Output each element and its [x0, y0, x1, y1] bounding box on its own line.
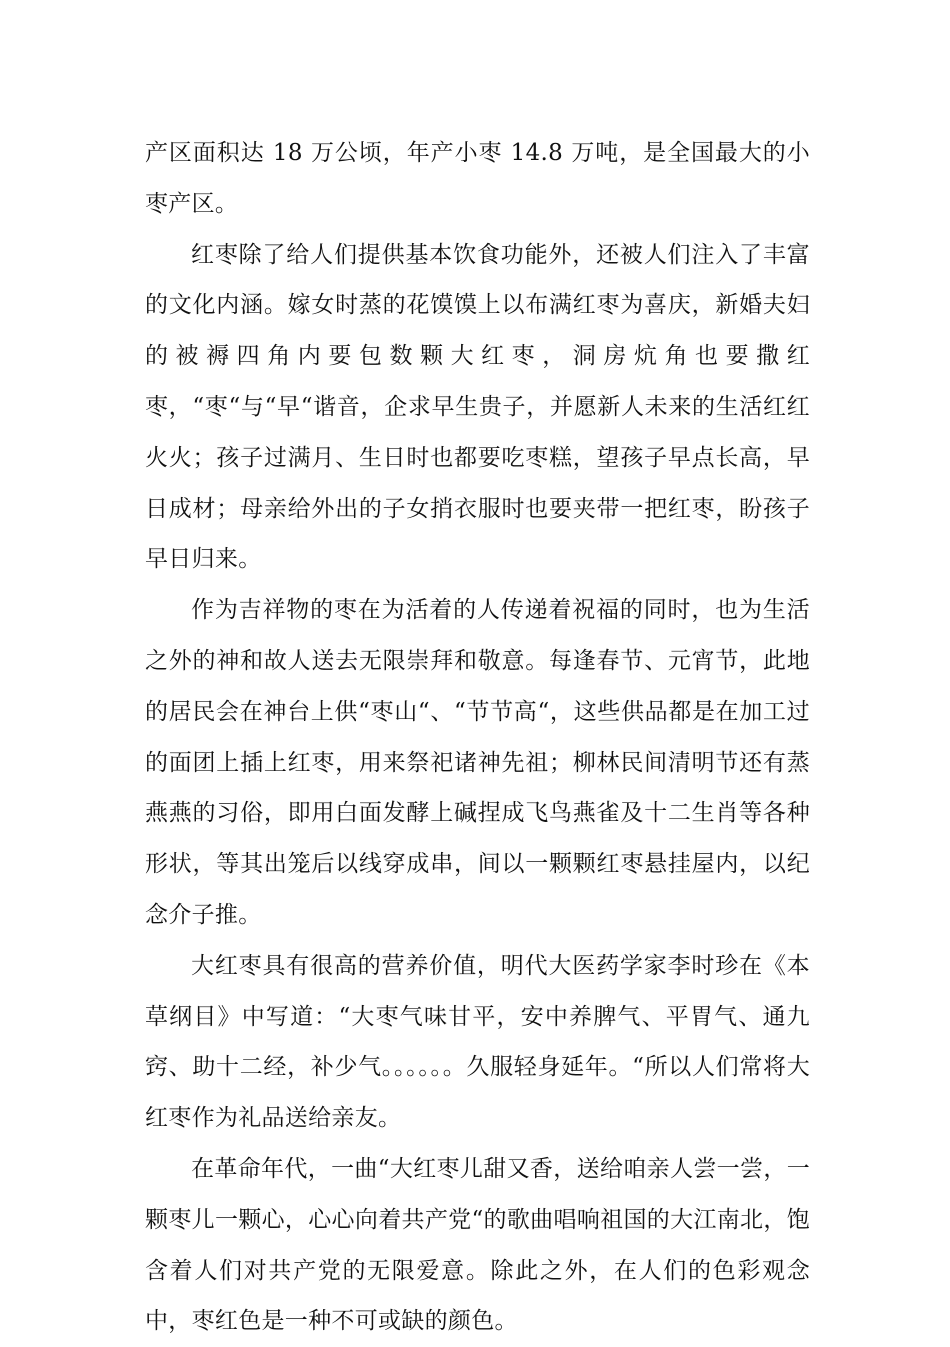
paragraph-5: 在革命年代，一曲“大红枣儿甜又香，送给咱亲人尝一尝，一颗枣儿一颗心，心心向着共产党“的歌曲唱响祖国的大江南北，饱含着人们对共产党的无限爱意。除此之外，在人们的色彩观念中，枣红色是一种不可或缺的颜色。	[145, 1155, 810, 1335]
paragraph-2: 红枣除了给人们提供基本饮食功能外，还被人们注入了丰富的文化内涵。嫁女时蒸的花馍馍上以布满红枣为喜庆，新婚夫妇的被褥四角内要包数颗大红枣，洞房炕角也要撒红枣，“枣“与“早“谐音，企求早生贵子，并愿新人未来的生活红红火火；孩子过满月、生日时也都要吃枣糕，望孩子早点长高，早日成材；母亲给外出的子女捎衣服时也要夹带一把红枣，盼孩子早日归来。	[145, 241, 810, 573]
paragraph-1: 产区面积达 18 万公顷，年产小枣 14.8 万吨，是全国最大的小枣产区。	[145, 140, 810, 217]
body-text	[145, 128, 810, 1347]
paragraph-4: 大红枣具有很高的营养价值，明代大医药学家李时珍在《本草纲目》中写道：“大枣气味甘平，安中养脾气、平胃气、通九窍、助十二经，补少气。。。。。。久服轻身延年。“所以人们常将大红枣作为礼品送给亲友。	[145, 952, 810, 1132]
paragraph-3: 作为吉祥物的枣在为活着的人传递着祝福的同时，也为生活之外的神和故人送去无限崇拜和敬意。每逢春节、元宵节，此地的居民会在神台上供“枣山“、“节节高“，这些供品都是在加工过的面团上插上红枣，用来祭祀诸神先祖；柳林民间清明节还有蒸燕燕的习俗，即用白面发酵上碱捏成飞鸟燕雀及十二生肖等各种形状，等其出笼后以线穿成串，间以一颗颗红枣悬挂屋内，以纪念介子推。	[145, 597, 810, 928]
